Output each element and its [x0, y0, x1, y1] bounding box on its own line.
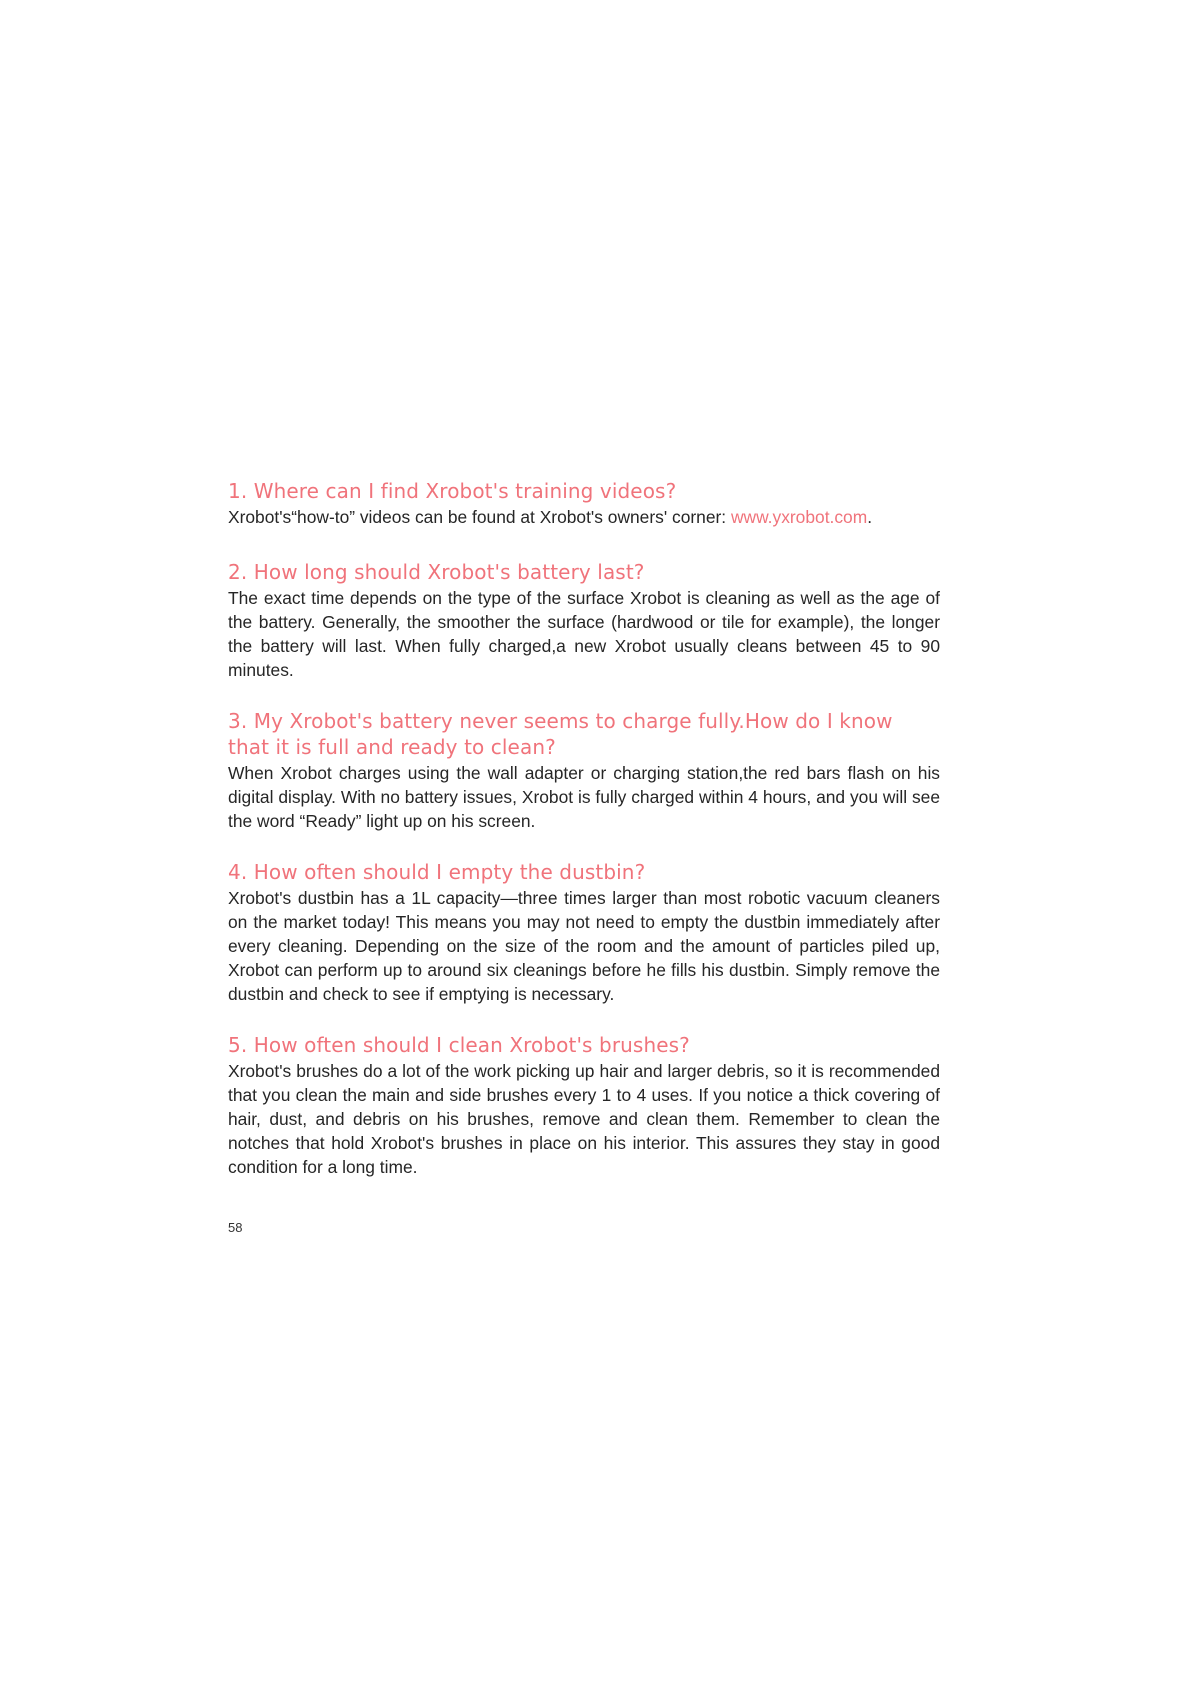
faq-answer: Xrobot's dustbin has a 1L capacity—three times larger than most robotic vacuum cleaners on the market today! This means you may not need to empty the dustbin immediately after every cleaning. Depending on the size of the room and the amount of particles piled up, Xrobot can perform up to around six cleanings before he fills his dustbin. Simply remove the dustbin and check to see if emptying is necessary.	[228, 888, 940, 1004]
faq-item-battery-charge	[228, 708, 940, 833]
faq-question: 2. How long should Xrobot's battery last?	[228, 560, 645, 584]
faq-answer: Xrobot's brushes do a lot of the work picking up hair and larger debris, so it is recommended that you clean the main and side brushes every 1 to 4 uses. If you notice a thick covering of hair, dust, and debris on his brushes, remove and clean them. Remember to clean the notches that hold Xrobot's brushes in place on his interior. This assures they stay in good condition for a long time.	[228, 1061, 940, 1177]
faq-content	[228, 478, 940, 1205]
faq-question: 3. My Xrobot's battery never seems to charge fully.How do I know that it is full and ready to clean?	[228, 709, 893, 759]
faq-question: 1. Where can I find Xrobot's training videos?	[228, 479, 677, 503]
faq-answer-punctuation: .	[867, 507, 873, 527]
faq-answer-text: Xrobot's“how-to” videos can be found at Xrobot's owners' corner:	[228, 507, 731, 527]
faq-answer	[228, 505, 940, 529]
faq-item-dustbin	[228, 859, 940, 1006]
faq-item-training-videos	[228, 478, 940, 529]
faq-question: 5. How often should I clean Xrobot's brushes?	[228, 1033, 690, 1057]
faq-item-brushes	[228, 1032, 940, 1179]
faq-answer: The exact time depends on the type of the surface Xrobot is cleaning as well as the age of the battery. Generally, the smoother the surface (hardwood or tile for example), the longer the battery will last. When fully charged,a new Xrobot usually cleans between 45 to 90 minutes.	[228, 588, 940, 680]
page-number: 58	[228, 1220, 243, 1235]
faq-question: 4. How often should I empty the dustbin?	[228, 860, 646, 884]
faq-answer: When Xrobot charges using the wall adapter or charging station,the red bars flash on his digital display. With no battery issues, Xrobot is fully charged within 4 hours, and you will see the word “Ready” light up on his screen.	[228, 763, 940, 831]
faq-item-battery-life	[228, 559, 940, 682]
website-link[interactable]: www.yxrobot.com	[730, 507, 868, 527]
